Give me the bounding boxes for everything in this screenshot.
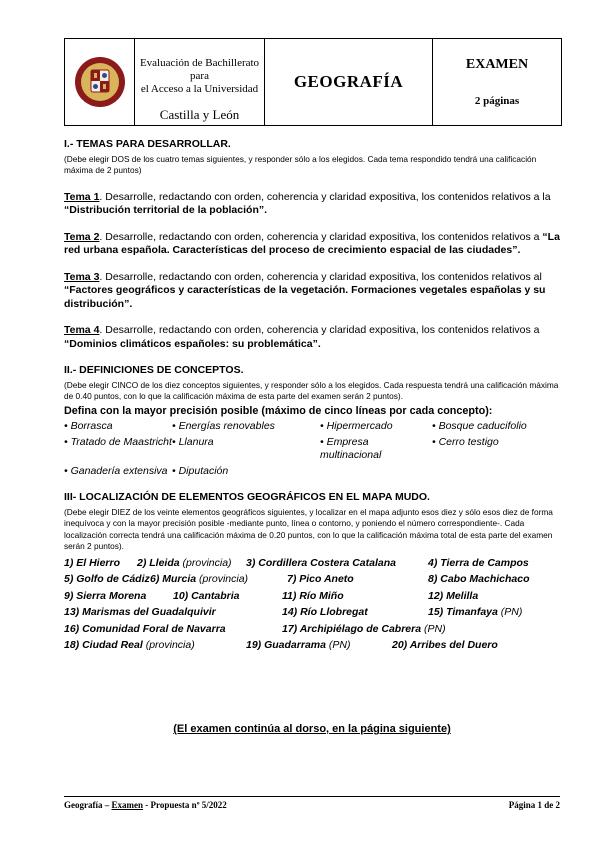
map-item: 6) Murcia (provincia) xyxy=(150,573,249,585)
continue-note: (El examen continúa al dorso, en la página siguiente) xyxy=(173,723,451,735)
topic-title: “La red urbana española. Características del proceso de crecimiento espacial de las ciudades”. xyxy=(64,230,560,256)
topic-title: “Dominios climáticos españoles: su problemática”. xyxy=(64,337,321,350)
section2-instruction: Defina con la mayor precisión posible (máximo de cinco líneas por cada concepto): xyxy=(64,404,493,417)
section2-title: II.- DEFINICIONES DE CONCEPTOS. xyxy=(64,364,244,376)
logo-cell xyxy=(65,39,135,125)
map-item: 18) Ciudad Real (provincia) xyxy=(64,639,195,651)
institution-line2: el Acceso a la Universidad xyxy=(140,83,259,95)
map-item: 5) Golfo de Cádiz xyxy=(64,573,150,585)
concept-item: • Hipermercado xyxy=(320,420,393,432)
concept-item: • Borrasca xyxy=(64,420,113,432)
map-item: 11) Río Miño xyxy=(282,589,344,602)
exam-cell xyxy=(433,39,561,125)
institution-line1: Evaluación de Bachillerato para xyxy=(139,57,260,82)
section1-title: I.- TEMAS PARA DESARROLLAR. xyxy=(64,138,231,150)
concept-item: • Empresa multinacional xyxy=(320,435,382,461)
university-seal-icon xyxy=(74,56,126,108)
concept-item: • Diputación xyxy=(172,464,229,477)
concept-item: • Tratado de Maastricht xyxy=(64,435,172,448)
page-count: 2 páginas xyxy=(474,95,520,107)
map-element-list xyxy=(64,557,560,653)
topic-3 xyxy=(64,271,560,312)
topic-intro: . Desarrolle, redactando con orden, coherencia y claridad expositiva, los contenidos relativos a xyxy=(99,324,540,336)
topic-intro: . Desarrolle, redactando con orden, coherencia y claridad expositiva, los contenidos relativos al xyxy=(99,270,542,283)
map-item: 19) Guadarrama (PN) xyxy=(246,639,351,651)
topic-1 xyxy=(64,191,560,218)
concept-list xyxy=(64,420,560,478)
footer-page-number: Página 1 de 2 xyxy=(508,800,560,810)
concept-item: • Energías renovables xyxy=(172,420,275,432)
topic-title: “Distribución territorial de la población”. xyxy=(64,204,268,216)
map-item: 7) Pico Aneto xyxy=(287,573,354,585)
map-item: 4) Tierra de Campos xyxy=(428,556,529,569)
concept-item: • Bosque caducifolio xyxy=(432,420,527,432)
topic-4 xyxy=(64,324,560,351)
exam-header xyxy=(64,38,562,126)
footer-left: Geografía – Examen - Propuesta nº 5/2022 xyxy=(64,800,227,810)
map-row xyxy=(64,623,560,637)
map-item: 8) Cabo Machichaco xyxy=(428,573,530,585)
topic-label: Tema 4 xyxy=(64,324,100,336)
topic-label: Tema 3 xyxy=(64,270,100,283)
topic-intro: . Desarrolle, redactando con orden, coherencia y claridad expositiva, los contenidos relativos a la xyxy=(99,190,551,203)
exam-label: EXAMEN xyxy=(465,57,529,72)
concept-item: • Llanura xyxy=(172,435,214,448)
map-item: 1) El Hierro xyxy=(64,556,121,569)
map-row xyxy=(64,639,560,653)
map-item: 20) Arribes del Duero xyxy=(392,639,498,651)
section2-note: (Debe elegir CINCO de los diez conceptos siguientes, y responder sólo a los elegidos. Cada respuesta tendrá una calificación máxima de 0.40 puntos, con lo que la calificación máxima de esta parte del examen serán 2 puntos). xyxy=(64,379,559,401)
map-item: 9) Sierra Morena xyxy=(64,589,147,602)
map-item: 13) Marismas del Guadalquivir xyxy=(64,606,216,618)
section3-note: (Debe elegir DIEZ de los veinte elementos geográficos siguientes, y localizar en el mapa adjunto esos diez y sólo esos diez de forma inequívoca y con la mayor precisión posible -mediante punto, línea o contorno, y poniendo el número correspondiente-. Cada localización correcta tendrá una calificación máxima de 0.20 puntos, con lo que la calificación máxima total de esta parte del examen serán 2 puntos). xyxy=(64,506,553,551)
map-row xyxy=(64,590,560,604)
region: Castilla y León xyxy=(159,107,240,122)
section3-title: III- LOCALIZACIÓN DE ELEMENTOS GEOGRÁFICOS EN EL MAPA MUDO. xyxy=(64,491,430,503)
concept-item: • Ganadería extensiva xyxy=(64,464,168,477)
map-item: 15) Timanfaya (PN) xyxy=(428,606,523,618)
institution-cell xyxy=(135,39,265,125)
map-row xyxy=(64,606,560,620)
topic-2 xyxy=(64,231,560,258)
section1-note: (Debe elegir DOS de los cuatro temas siguientes, y responder sólo a los elegidos. Cada tema respondido tendrá una calificación máxima de 2 puntos) xyxy=(64,153,537,175)
map-item: 2) Lleida (provincia) xyxy=(137,556,232,569)
topic-label: Tema 2 xyxy=(64,230,100,243)
exam-content xyxy=(64,138,560,653)
topic-title: “Factores geográficos y características de la vegetación. Formaciones vegetales españolas y su distribución”. xyxy=(64,284,546,310)
map-item: 14) Río Llobregat xyxy=(282,606,368,618)
map-item: 12) Melilla xyxy=(428,589,479,602)
map-item: 10) Cantabria xyxy=(173,589,240,602)
map-item: 3) Cordillera Costera Catalana xyxy=(246,556,396,569)
map-row xyxy=(64,573,560,587)
topic-intro: . Desarrolle, redactando con orden, coherencia y claridad expositiva, los contenidos relativos a xyxy=(99,230,543,243)
map-item: 17) Archipiélago de Cabrera (PN) xyxy=(282,622,446,635)
concept-item: • Cerro testigo xyxy=(432,435,499,448)
page-footer xyxy=(64,796,560,810)
subject-title: GEOGRAFÍA xyxy=(265,39,433,125)
map-item: 16) Comunidad Foral de Navarra xyxy=(64,622,226,635)
topic-label: Tema 1 xyxy=(64,190,100,203)
map-row xyxy=(64,557,560,571)
